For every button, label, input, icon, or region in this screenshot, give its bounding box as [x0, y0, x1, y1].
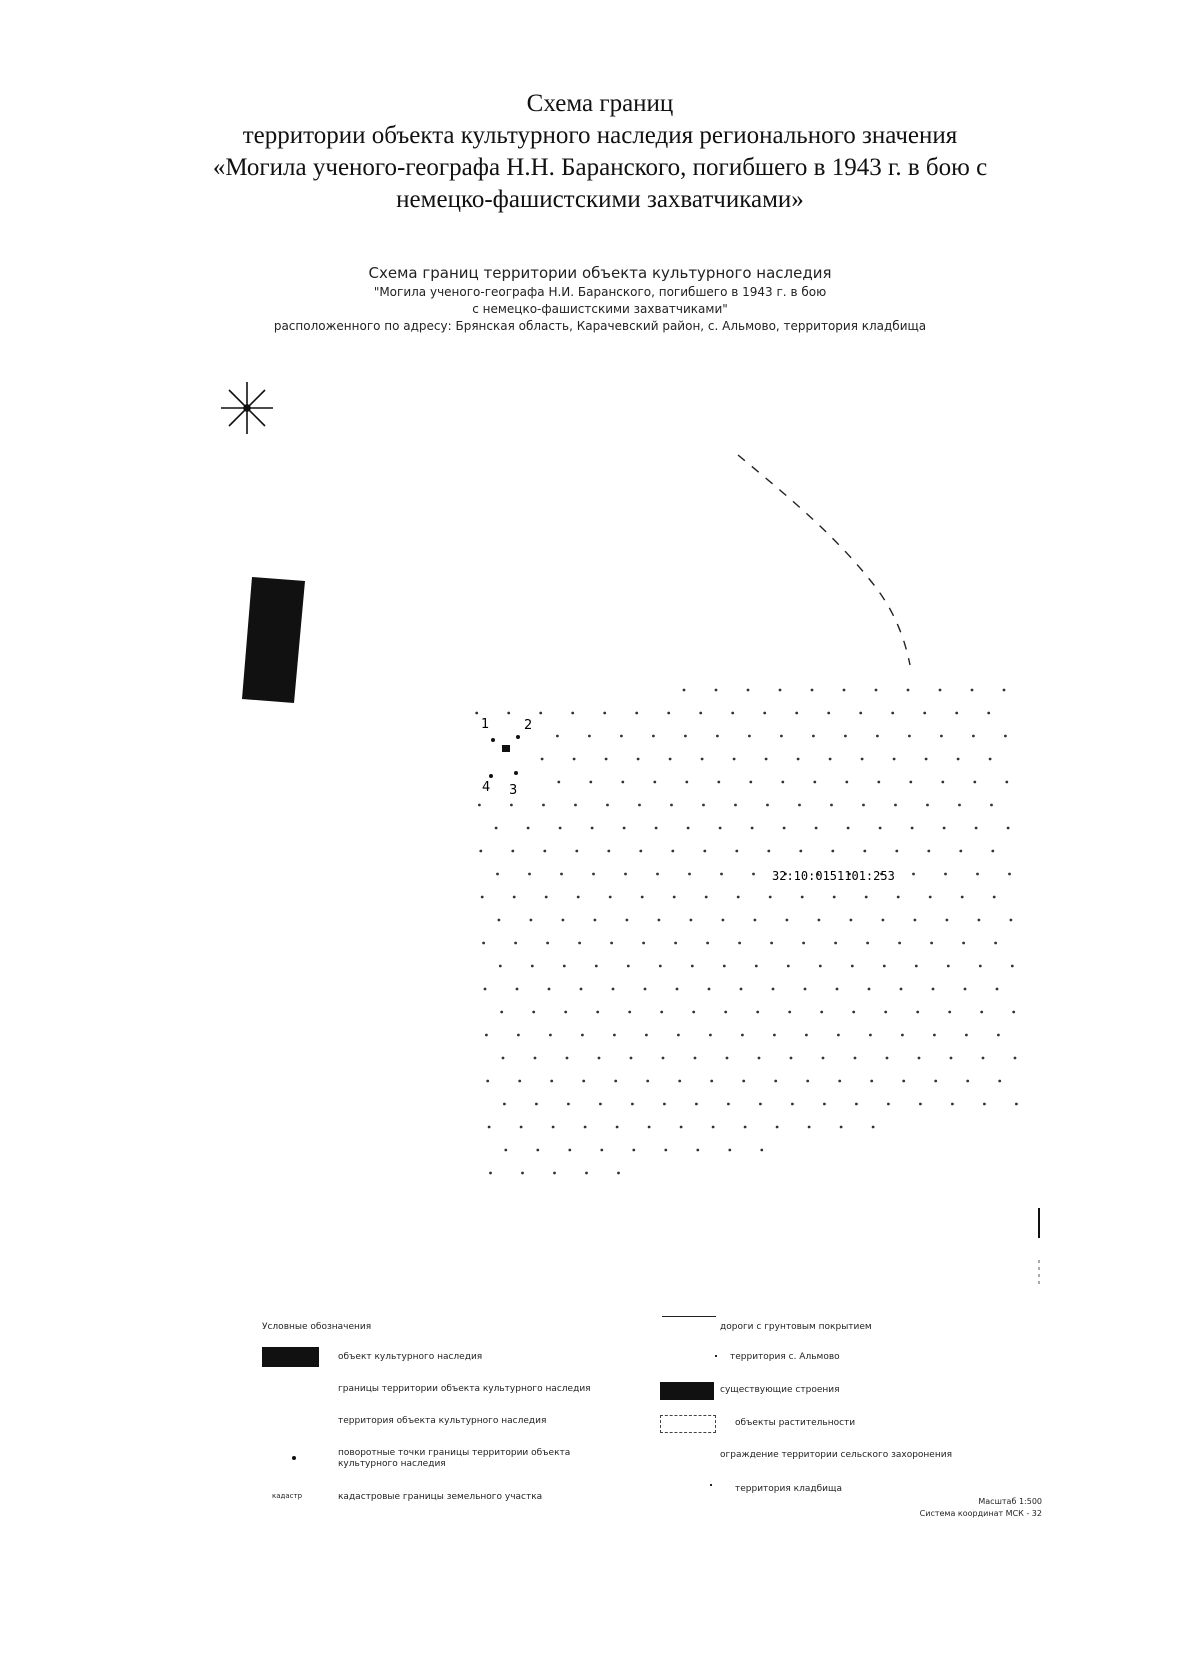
legend-building-swatch	[660, 1382, 714, 1400]
subtitle-line-4: расположенного по адресу: Брянская область, Карачевский район, с. Альмово, территория кладбища	[273, 319, 927, 333]
legend-item-territory-boundary: границы территории объекта культурного наследия	[338, 1384, 591, 1394]
legend-village-swatch	[715, 1355, 717, 1357]
cadastral-parcel-label: 32:10:0151101:253	[772, 869, 895, 883]
coordinate-system-label: Система координат МСК - 32	[919, 1509, 1042, 1518]
legend-heritage-object-swatch	[262, 1347, 319, 1367]
title-line-1: Схема границ	[526, 90, 674, 117]
legend-item-fence: ограждение территории сельского захоронения	[720, 1450, 952, 1460]
legend-vegetation-swatch	[660, 1415, 716, 1433]
subtitle-line-2: "Могила ученого-географа Н.И. Баранского, погибшего в 1943 г. в бою	[373, 285, 827, 299]
legend-title: Условные обозначения	[262, 1322, 372, 1332]
legend-item-heritage-territory: территория объекта культурного наследия	[338, 1416, 547, 1426]
legend-item-boundary-points: поворотные точки границы территории объекта культурного наследия	[338, 1448, 571, 1469]
legend-item-cadastral-boundary: кадастровые границы земельного участка	[338, 1492, 543, 1502]
point-label-4: 4	[482, 780, 491, 795]
legend-item-existing-buildings: существующие строения	[720, 1385, 840, 1395]
legend-item-dirt-road: дороги с грунтовым покрытием	[720, 1322, 872, 1332]
legend-item-village-territory: территория с. Альмово	[730, 1352, 840, 1362]
legend-road-swatch	[662, 1316, 716, 1317]
legend-cemetery-swatch	[710, 1484, 712, 1486]
legend-item-heritage-object: объект культурного наследия	[338, 1352, 483, 1362]
title-line-4: немецко-фашистскими захватчиками»	[396, 186, 804, 213]
legend-item-vegetation: объекты растительности	[735, 1418, 856, 1428]
scale-label: Масштаб 1:500	[978, 1497, 1042, 1506]
title-line-3: «Могила ученого-географа Н.Н. Баранского, погибшего в 1943 г. в бою с	[212, 154, 988, 181]
legend-boundary-point-swatch	[292, 1456, 296, 1460]
legend-item-cemetery-territory: территория кладбища	[735, 1484, 842, 1494]
point-label-1: 1	[481, 717, 490, 732]
point-label-2: 2	[524, 718, 533, 733]
legend-cadastral-swatch-label: кадастр	[272, 1492, 303, 1500]
title-line-2: территории объекта культурного наследия регионального значения	[242, 122, 958, 149]
point-label-3: 3	[509, 783, 518, 798]
subtitle-line-3: с немецко-фашистскими захватчиками"	[472, 302, 728, 316]
subtitle-line-1: Схема границ территории объекта культурного наследия	[368, 264, 832, 282]
